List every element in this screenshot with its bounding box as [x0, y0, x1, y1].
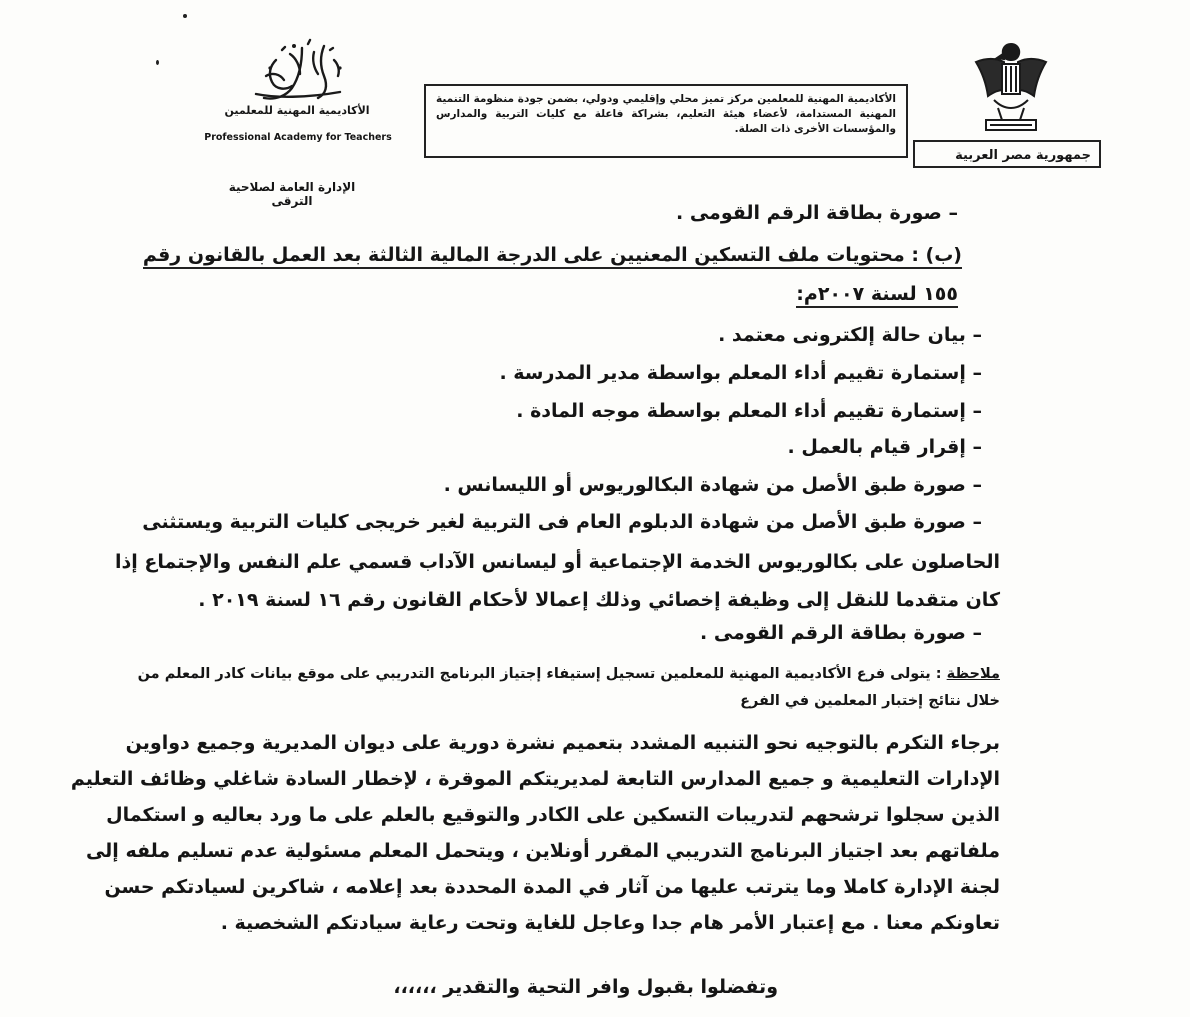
section-heading	[143, 242, 962, 268]
note-line	[138, 663, 1000, 685]
closing-signoff: وتفضلوا بقبول وافر التحية والتقدير ،،،،،،	[393, 976, 778, 998]
list-item-continuation: الحاصلون على بكالوريوس الخدمة الإجتماعية أو ليسانس الآداب قسمي علم النفس والإجتماع إذا	[114, 551, 1000, 573]
country-name-box	[913, 140, 1101, 168]
eagle-emblem-icon	[968, 38, 1054, 134]
list-item: – إستمارة تقييم أداء المعلم بواسطة موجه المادة .	[516, 400, 982, 422]
list-item: – إقرار قيام بالعمل .	[787, 436, 982, 458]
section-heading-line: ١٥٥ لسنة ٢٠٠٧م:	[796, 283, 958, 308]
country-name: جمهورية مصر العربية	[955, 148, 1091, 163]
closing-paragraph-line: لجنة الإدارة كاملا وما يترتب عليها من آثار في المدة المحددة بعد إعلامه ، شاكرين لسيادتكم حسن	[104, 876, 1000, 898]
list-item-continuation: كان متقدما للنقل إلى وظيفة إخصائي وذلك إعمالا لأحكام القانون رقم ١٦ لسنة ٢٠١٩ .	[198, 589, 1000, 611]
list-item: – إستمارة تقييم أداء المعلم بواسطة مدير المدرسة .	[499, 362, 982, 384]
closing-paragraph-line: الذين سجلوا ترشحهم لتدريبات التسكين على الكادر والتوقيع بالعلم على ما ورد بعاليه و استكمال	[106, 804, 1000, 826]
academy-statement-box	[424, 84, 908, 158]
section-heading-line: (ب) : محتويات ملف التسكين المعنيين على الدرجة المالية الثالثة بعد العمل بالقانون رقم	[143, 244, 962, 269]
academy-statement: الأكاديمية المهنية للمعلمين مركز تميز محلي وإقليمي ودولي، بضمن جودة منظومة التنمية المهنية المستدامة، لأعضاء هيئة التعليم، بشراكة فاعلة مع كليات التربية والمدارس والمؤسسات الأخرى ذات الصلة.	[436, 93, 896, 135]
academy-calligraphy-logo-icon	[242, 38, 354, 108]
closing-paragraph-line: ملفاتهم بعد اجتياز البرنامج التدريبي المقرر أونلاين ، ويتحمل المعلم مسئولية عدم تسليم ملفه إلى	[85, 840, 1000, 862]
note-line	[740, 690, 1000, 712]
list-item: – صورة طبق الأصل من شهادة الدبلوم العام فى التربية لغير خريجى كليات التربية ويستثنى	[142, 511, 982, 533]
list-item: – صورة طبق الأصل من شهادة البكالوريوس أو الليسانس .	[443, 474, 982, 496]
list-item: – صورة بطاقة الرقم القومى .	[676, 202, 958, 224]
note-label: ملاحظة	[946, 666, 1000, 682]
closing-paragraph-line: برجاء التكرم بالتوجيه نحو التنبيه المشدد بتعميم نشرة دورية على ديوان المديرية وجميع دواوين	[125, 732, 1000, 754]
closing-paragraph-line: تعاونكم معنا . مع إعتبار الأمر هام جدا وعاجل للغاية وتحت رعاية سيادتكم الشخصية .	[220, 912, 1000, 934]
section-heading	[796, 281, 958, 307]
list-item: – بيان حالة إلكترونى معتمد .	[718, 324, 982, 346]
note-text: خلال نتائج إختبار المعلمين في الفرع	[740, 693, 1000, 709]
closing-paragraph-line: الإدارات التعليمية و جميع المدارس التابعة لمديريتكم الموقرة ، لإخطار السادة شاغلي وظائف التعليم	[70, 768, 1000, 790]
note-text: : يتولى فرع الأكاديمية المهنية للمعلمين تسجيل إستيفاء إجتياز البرنامج التدريبي على موقع بيانات كادر المعلم من	[137, 666, 942, 682]
department-name: الإدارة العامة لصلاحية الترقى	[228, 180, 356, 208]
academy-name-english: Professional Academy for Teachers	[204, 132, 392, 143]
speck-mark	[156, 60, 159, 65]
speck-mark	[183, 14, 187, 18]
list-item: – صورة بطاقة الرقم القومى .	[700, 622, 982, 644]
academy-name-arabic: الأكاديمية المهنية للمعلمين	[224, 104, 370, 117]
